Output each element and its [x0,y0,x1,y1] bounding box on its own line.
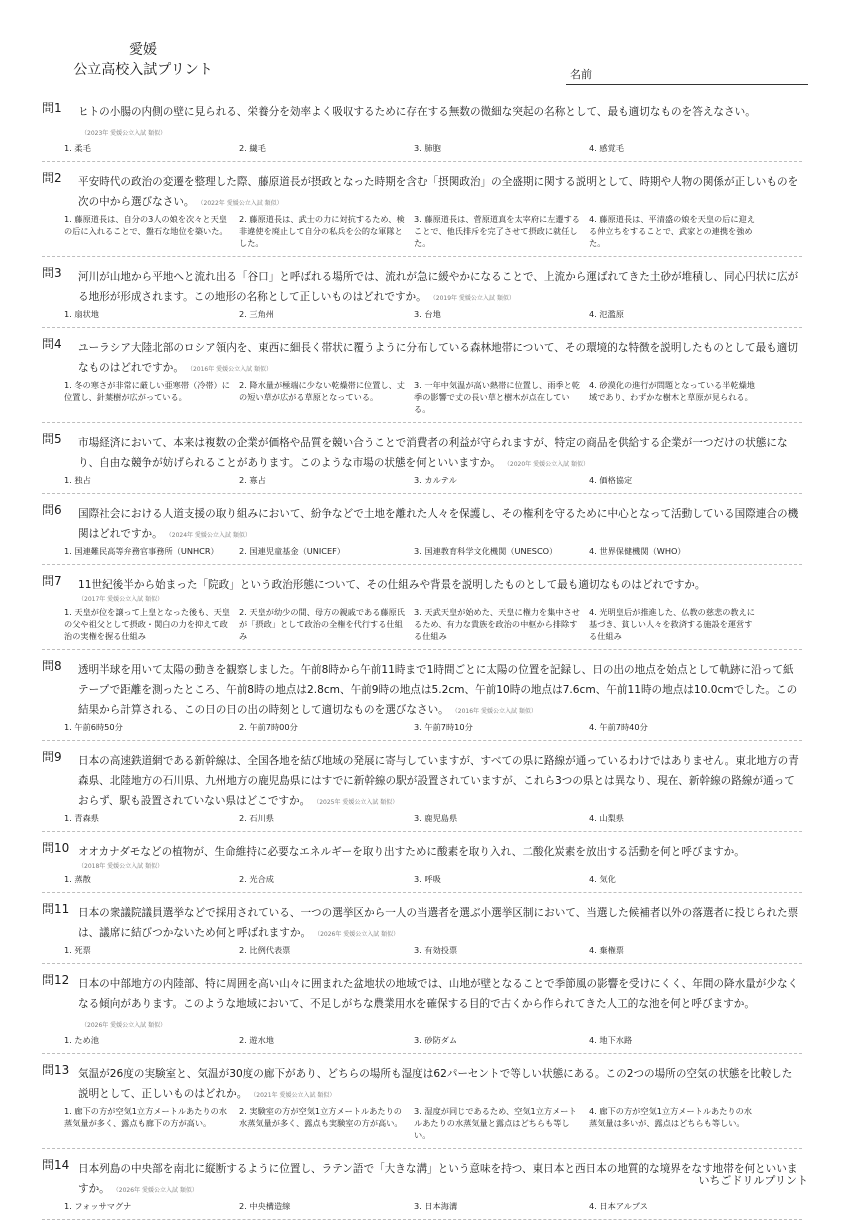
answer-choice[interactable]: 3. 鹿児島県 [414,813,458,823]
question-block [42,336,802,423]
question-text: 透明半球を用いて太陽の動きを観察しました。午前8時から午前11時まで1時間ごとに太陽の位置を記録し、日の出の地点を始点として軌跡に沿って紙テープで距離を測ったところ、午前8時の地点は2.8cm、午前9時の地点は5.2cm、午前10時の地点は7.6cm、午前11時の地点は10.0cmでした。この結果から計算される、この日の日の出の時刻として適切なものを選びなさい。 [78,664,798,716]
question-block [42,431,802,494]
question-body [78,431,802,471]
question-text: 日本の中部地方の内陸部、特に周囲を高い山々に囲まれた盆地状の地域では、山地が壁となることで季節風の影響を受けにくく、年間の降水量が少なくなる傾向があります。このような地域において、不足しがちな農業用水を確保する目的で古くから作られてきた人工的な池を何と呼びますか。 [78,978,799,1010]
question-text: 市場経済において、本来は複数の企業が価格や品質を競い合うことで消費者の利益が守られますが、特定の商品を供給する企業が一つだけの状態になり、自由な競争が妨げられることがあります。このような市場の状態を何といいますか。 [78,437,788,469]
question-header [42,431,802,471]
answer-choice[interactable]: 2. 遊水地 [239,1035,274,1045]
source-tag: （2017年 愛媛公立入試 類似） [78,596,164,603]
answer-choice[interactable]: 4. 気化 [589,874,616,884]
answer-choice[interactable]: 2. 中央構造線 [239,1201,291,1211]
answer-choice[interactable]: 3. 藤原道長は、菅原道真を太宰府に左遷することで、他氏排斥を完了させて摂政に就任した。 [414,214,580,248]
answer-choice[interactable]: 4. 山梨県 [589,813,624,823]
question-block [42,100,802,162]
answer-choice[interactable]: 4. 日本アルプス [589,1201,648,1211]
answer-choice[interactable]: 2. 三角州 [239,309,274,319]
question-block [42,901,802,964]
question-number: 問10 [42,841,70,855]
source-tag: （2023年 愛媛公立入試 類似） [84,130,167,137]
question-number: 問12 [42,973,70,987]
question-text: 国際社会における人道支援の取り組みにおいて、紛争などで土地を離れた人々を保護し、その権利を守るために中心となって活動している国際連合の機関はどれですか。 [78,508,799,540]
question-number: 問13 [42,1063,70,1077]
answer-choice[interactable]: 1. 廊下の方が空気1立方メートルあたりの水蒸気量が多く、露点も廊下の方が高い。 [64,1106,227,1128]
answer-choice[interactable]: 3. 湿度が同じであるため、空気1立方メートルあたりの水蒸気量と露点はどちらも等しい。 [414,1106,577,1140]
question-body [78,840,802,870]
title-main: 公立高校入試プリント [73,62,213,78]
answer-choice[interactable]: 4. 世界保健機関（WHO） [589,546,686,556]
question-text: 平安時代の政治の変遷を整理した際、藤原道長が摂政となった時期を含む「摂関政治」の全盛期に関する説明として、時期や人物の関係が正しいものを次の中から選びなさい。 [78,176,799,208]
choice-list [64,474,802,486]
question-text: 日本列島の中央部を南北に縦断するように位置し、ラテン語で「大きな溝」という意味を持つ、東日本と西日本の地質的な境界をなす地帯を何といいますか。 [78,1163,798,1195]
question-block [42,840,802,893]
question-text: 河川が山地から平地へと流れ出る「谷口」と呼ばれる場所では、流れが急に緩やかになることで、上流から運ばれてきた土砂が堆積し、同心円状に広がる地形が形成されます。この地形の名称として正しいものはどれですか。 [78,271,799,303]
source-tag: （2025年 愛媛公立入試 類似） [316,799,399,806]
answer-choice[interactable]: 4. 藤原道長は、平清盛の娘を天皇の后に迎える仲立ちをすることで、武家との連携を強めた。 [589,214,755,248]
question-number: 問3 [42,266,62,280]
answer-choice[interactable]: 2. 天皇が幼少の間、母方の親戚である藤原氏が「摂政」として政治の全権を代行する仕組み [239,607,405,641]
question-header [42,1062,802,1102]
answer-choice[interactable]: 3. カルテル [414,475,457,485]
answer-choice[interactable]: 2. 降水量が極端に少ない乾燥帯に位置し、丈の短い草が広がる草原となっている。 [239,380,405,402]
question-body [78,170,802,210]
question-text: 日本の衆議院議員選挙などで採用されている、一つの選挙区から一人の当選者を選ぶ小選挙区制において、当選した候補者以外の落選者に投じられた票は、議席に結びつかないため何と呼ばれますか。 [78,907,799,939]
question-text: 11世紀後半から始まった「院政」という政治形態について、その仕組みや背景を説明したものとして最も適切なものはどれですか。 [78,579,706,591]
question-header [42,100,802,139]
answer-choice[interactable]: 4. 価格協定 [589,475,633,485]
choice-list [64,721,802,733]
answer-choice[interactable]: 2. 実験室の方が空気1立方メートルあたりの水蒸気量が多く、露点も実験室の方が高い。 [239,1106,403,1128]
question-header [42,658,802,718]
question-header [42,1157,802,1197]
question-number: 問6 [42,503,62,517]
source-tag: （2019年 愛媛公立入試 類似） [432,295,515,302]
question-number: 問2 [42,171,62,185]
choice-list [64,308,802,320]
question-header [42,573,802,603]
answer-choice[interactable]: 2. 藤原道長は、武士の力に対抗するため、検非違使を廃止して自分の私兵を公的な軍隊とした。 [239,214,405,248]
question-number: 問8 [42,659,62,673]
name-field[interactable] [566,64,808,85]
answer-choice[interactable]: 1. 柔毛 [64,143,91,153]
answer-choice[interactable]: 4. 地下水路 [589,1035,633,1045]
question-number: 問11 [42,902,70,916]
question-header [42,840,802,870]
question-header [42,901,802,941]
answer-choice[interactable]: 4. 棄権票 [589,945,624,955]
question-text: 日本の高速鉄道網である新幹線は、全国各地を結び地域の発展に寄与していますが、すべての県に路線が通っているわけではありません。東北地方の青森県、北陸地方の石川県、九州地方の鹿児島県にはすでに新幹線の駅が設置されていますが、これら3つの県とは異なり、現在、新幹線の路線が通っておらず、駅も設置されていない県はどこですか。 [78,755,799,807]
choice-list [64,213,802,249]
question-block [42,658,802,741]
answer-choice[interactable]: 1. 青森県 [64,813,99,823]
question-body [78,901,802,941]
answer-choice[interactable]: 3. 有効投票 [414,945,458,955]
answer-choice[interactable]: 1. 死票 [64,945,91,955]
answer-choice[interactable]: 4. 氾濫原 [589,309,624,319]
answer-choice[interactable]: 1. 蒸散 [64,874,91,884]
source-tag: （2016年 愛媛公立入試 類似） [189,366,273,373]
footer-brand: いちごドリルプリント [698,1174,808,1187]
title-prefecture: 愛媛 [129,42,157,58]
question-body [78,100,802,139]
question-text: ユーラシア大陸北部のロシア領内を、東西に細長く帯状に覆うように分布している森林地帯について、その環境的な特徴を説明したものとして最も適切なものはどれですか。 [78,342,798,374]
source-tag: （2026年 愛媛公立入試 類似） [84,1022,167,1029]
answer-choice[interactable]: 3. 午前7時10分 [414,722,473,732]
choice-list [64,379,802,415]
answer-choice[interactable]: 2. 国連児童基金（UNICEF） [239,546,346,556]
question-block [42,573,802,650]
answer-choice[interactable]: 3. 一年中気温が高い熱帯に位置し、雨季と乾季の影響で丈の長い草と樹木が点在している。 [414,380,580,414]
answer-choice[interactable]: 1. 扇状地 [64,309,99,319]
answer-choice[interactable]: 4. 感覚毛 [589,143,624,153]
answer-choice[interactable]: 3. 呼吸 [414,874,441,884]
question-header [42,265,802,305]
answer-choice[interactable]: 1. 藤原道長は、自分の3人の娘を次々と天皇の后に入れることで、盤石な地位を築いた。 [64,214,228,236]
question-text: オオカナダモなどの植物が、生命維持に必要なエネルギーを取り出すために酸素を取り入れ、二酸化炭素を放出する活動を何と呼びますか。 [78,846,745,858]
source-tag: （2016年 愛媛公立入試 類似） [454,708,537,715]
source-tag: （2022年 愛媛公立入試 類似） [200,200,283,207]
question-block [42,972,802,1054]
answer-choice[interactable]: 4. 午前7時40分 [589,722,648,732]
answer-choice[interactable]: 3. 台地 [414,309,441,319]
question-body [78,1157,802,1197]
question-number: 問14 [42,1158,70,1172]
question-text: ヒトの小腸の内側の壁に見られる、栄養分を効率よく吸収するために存在する無数の微細な突起の名称として、最も適切なものを答えなさい。 [78,106,756,118]
question-body [78,658,802,718]
name-label: 名前 [570,68,592,81]
choice-list [64,142,802,154]
answer-choice[interactable]: 3. 国連教育科学文化機関（UNESCO） [414,546,558,556]
question-block [42,265,802,328]
question-header [42,972,802,1031]
question-block [42,1062,802,1149]
answer-choice[interactable]: 1. フォッサマグナ [64,1201,132,1211]
choice-list [64,1034,802,1046]
answer-choice[interactable]: 1. 国連難民高等弁務官事務所（UNHCR） [64,546,219,556]
question-number: 問5 [42,432,62,446]
source-tag: （2020年 愛媛公立入試 類似） [506,461,589,468]
question-block [42,502,802,565]
answer-choice[interactable]: 3. 肺胞 [414,143,441,153]
question-block [42,749,802,832]
question-body [78,336,802,376]
question-body [78,749,802,809]
source-tag: （2024年 愛媛公立入試 類似） [168,532,251,539]
header-title [60,40,226,80]
answer-choice[interactable]: 3. 砂防ダム [414,1035,458,1045]
question-list [42,100,802,1228]
question-header [42,749,802,809]
question-body [78,502,802,542]
answer-choice[interactable]: 1. 天皇が位を譲って上皇となった後も、天皇の父や祖父として摂政・関白の力を抑えて政治の実権を握る仕組み [64,607,230,641]
choice-list [64,812,802,824]
answer-choice[interactable]: 1. 午前6時50分 [64,722,123,732]
question-number: 問1 [42,101,62,115]
question-body [78,1062,802,1102]
choice-list [64,873,802,885]
source-tag: （2018年 愛媛公立入試 類似） [78,863,164,870]
question-body [78,972,802,1031]
question-body [78,573,802,603]
question-number: 問9 [42,750,62,764]
question-header [42,336,802,376]
question-block [42,1157,802,1220]
choice-list [64,944,802,956]
answer-choice[interactable]: 2. 光合成 [239,874,274,884]
question-block [42,170,802,257]
answer-choice[interactable]: 4. 光明皇后が推進した、仏教の慈悲の教えに基づき、貧しい人々を救済する施設を運営する仕組み [589,607,755,641]
question-header [42,502,802,542]
question-number: 問7 [42,574,62,588]
answer-choice[interactable]: 1. ため池 [64,1035,99,1045]
answer-choice[interactable]: 1. 冬の寒さが非常に厳しい亜寒帯（冷帯）に位置し、針葉樹が広がっている。 [64,380,230,402]
answer-choice[interactable]: 2. 午前7時00分 [239,722,298,732]
answer-choice[interactable]: 1. 独占 [64,475,91,485]
answer-choice[interactable]: 2. 比例代表票 [239,945,291,955]
choice-list [64,606,802,642]
question-number: 問4 [42,337,62,351]
answer-choice[interactable]: 4. 砂漠化の進行が問題となっている半乾燥地域であり、わずかな樹木と草原が見られる。 [589,380,755,402]
source-tag: （2026年 愛媛公立入試 類似） [317,931,400,938]
source-tag: （2026年 愛媛公立入試 類似） [115,1187,198,1194]
source-tag: （2021年 愛媛公立入試 類似） [253,1092,336,1099]
answer-choice[interactable]: 2. 寡占 [239,475,266,485]
answer-choice[interactable]: 4. 廊下の方が空気1立方メートルあたりの水蒸気量は多いが、露点はどちらも等しい。 [589,1106,752,1128]
question-header [42,170,802,210]
answer-choice[interactable]: 3. 天武天皇が始めた、天皇に権力を集中させるため、有力な貴族を政治の中枢から排除する仕組み [414,607,580,641]
question-body [78,265,802,305]
answer-choice[interactable]: 2. 繊毛 [239,143,266,153]
choice-list [64,545,802,557]
choice-list [64,1200,802,1212]
answer-choice[interactable]: 2. 石川県 [239,813,274,823]
choice-list [64,1105,802,1141]
question-text: 気温が26度の実験室と、気温が30度の廊下があり、どちらの場所も湿度は62パーセントで等しい状態にある。この2つの場所の空気の状態を比較した説明として、正しいものはどれか。 [78,1068,793,1100]
answer-choice[interactable]: 3. 日本海溝 [414,1201,458,1211]
